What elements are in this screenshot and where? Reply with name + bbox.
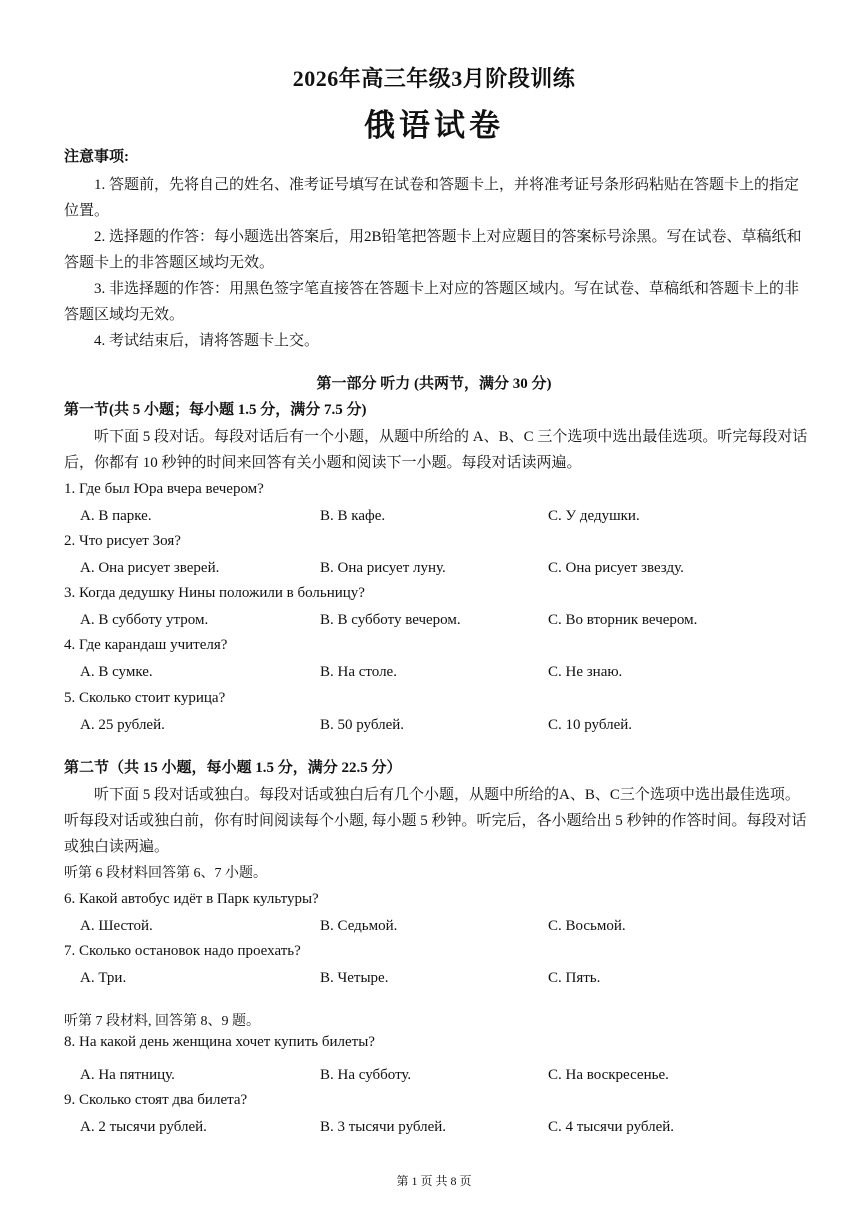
note-item-3: 3. 非选择题的作答：用黑色签字笔直接答在答题卡上对应的答题区域内。写在试卷、草稿纸和答题卡上的非答题区域均无效。 (64, 281, 800, 323)
option-6b: B. Седьмой. (320, 918, 398, 934)
question-4: 4. Где карандаш учителя? (64, 637, 228, 653)
option-5b: B. 50 рублей. (320, 717, 405, 733)
note-item-1: 1. 答题前，先将自己的姓名、准考证号填写在试卷和答题卡上，并将准考证号条形码粘贴在答题卡上的指定位置。 (64, 177, 800, 219)
notes-heading: 注意事项: (64, 149, 129, 165)
question-5: 5. Сколько стоит курица? (64, 690, 226, 706)
option-3a: A. В субботу утром. (80, 612, 209, 628)
section1-heading: 第一节(共 5 小题；每小题 1.5 分，满分 7.5 分) (64, 402, 367, 418)
option-2a: A. Она рисует зверей. (80, 560, 220, 576)
option-2b: B. Она рисует луну. (320, 560, 446, 576)
question-3: 3. Когда дедушку Нины положили в больницу? (64, 585, 365, 601)
exam-subject-title: 俄语试卷 (364, 108, 504, 143)
option-1c: C. У дедушки. (548, 508, 640, 524)
option-6c: C. Восьмой. (548, 918, 626, 934)
option-4c: C. Не знаю. (548, 664, 623, 680)
option-9c: C. 4 тысячи рублей. (548, 1119, 675, 1135)
part1-heading: 第一部分 听力 (共两节，满分 30 分) (316, 376, 552, 392)
question-7: 7. Сколько остановок надо проехать? (64, 943, 301, 959)
question-6: 6. Какой автобус идёт в Парк культуры? (64, 891, 319, 907)
material-7-note: 听第 7 段材料, 回答第 8、9 题。 (64, 1014, 260, 1029)
option-7a: A. Три. (80, 970, 127, 986)
material-6-note: 听第 6 段材料回答第 6、7 小题。 (64, 866, 267, 881)
section1-instructions: 听下面 5 段对话。每段对话后有一个小题，从题中所给的 A、B、C 三个选项中选出最佳选项。听完每段对话后，你都有 10 秒钟的时间来回答有关小题和阅读下一小题。每段对话读两遍。 (64, 429, 808, 471)
question-1: 1. Где был Юра вчера вечером? (64, 481, 264, 497)
option-4b: B. На столе. (320, 664, 397, 680)
option-8a: A. На пятницу. (80, 1067, 175, 1083)
section2-instructions: 听下面 5 段对话或独白。每段对话或独白后有几个小题，从题中所给的A、B、C三个选项中选出最佳选项。听每段对话或独白前，你有时间阅读每个小题, 每小题 5 秒钟。听完后，各小题给出 5 秒钟的作答时间。每段对话或独白读两遍。 (64, 787, 807, 855)
section2-heading: 第二节（共 15 小题，每小题 1.5 分，满分 22.5 分） (64, 760, 402, 776)
note-item-4: 4. 考试结束后，请将答题卡上交。 (94, 333, 320, 349)
option-9a: A. 2 тысячи рублей. (80, 1119, 207, 1135)
option-8c: C. На воскресенье. (548, 1067, 669, 1083)
option-9b: B. 3 тысячи рублей. (320, 1119, 447, 1135)
option-2c: C. Она рисует звезду. (548, 560, 684, 576)
option-7b: B. Четыре. (320, 970, 389, 986)
option-5a: A. 25 рублей. (80, 717, 165, 733)
question-9: 9. Сколько стоят два билета? (64, 1092, 248, 1108)
option-3c: C. Во вторник вечером. (548, 612, 698, 628)
option-8b: B. На субботу. (320, 1067, 412, 1083)
option-6a: A. Шестой. (80, 918, 153, 934)
option-3b: B. В субботу вечером. (320, 612, 461, 628)
question-8: 8. На какой день женщина хочет купить билеты? (64, 1034, 375, 1050)
note-item-2: 2. 选择题的作答：每小题选出答案后，用2B铅笔把答题卡上对应题目的答案标号涂黑。写在试卷、草稿纸和答题卡上的非答题区域均无效。 (64, 229, 802, 271)
question-2: 2. Что рисует Зоя? (64, 533, 181, 549)
option-7c: C. Пять. (548, 970, 601, 986)
exam-title: 2026年高三年级3月阶段训练 (292, 66, 576, 91)
page-number: 第 1 页 共 8 页 (396, 1174, 472, 1188)
option-1a: A. В парке. (80, 508, 152, 524)
option-4a: A. В сумке. (80, 664, 153, 680)
option-5c: C. 10 рублей. (548, 717, 633, 733)
option-1b: B. В кафе. (320, 508, 386, 524)
